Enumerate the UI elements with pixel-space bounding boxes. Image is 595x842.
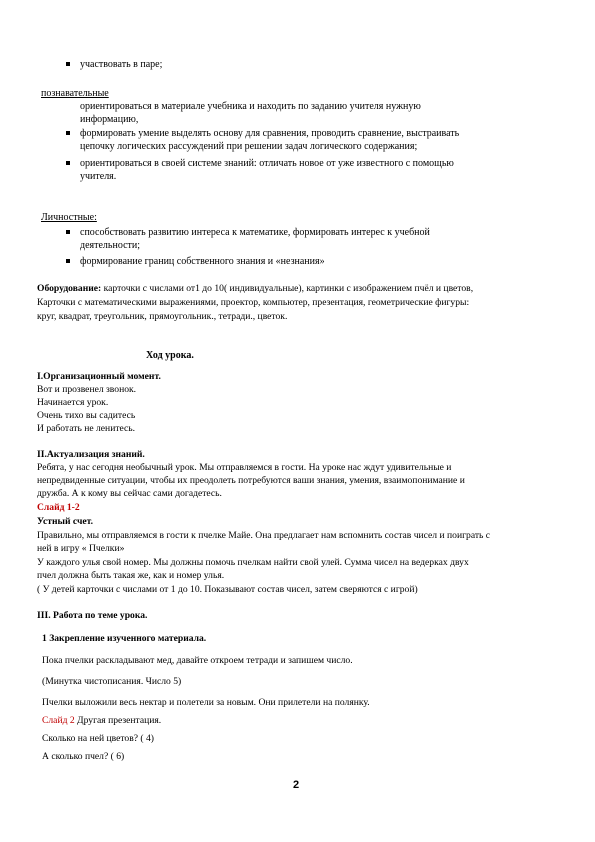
section-heading-org: I.Организационный момент.: [37, 371, 161, 382]
paragraph-line: непредвиденные ситуации, чтобы их преодолеть потребуются ваши знания, умения, взаимопонимание и: [37, 475, 465, 486]
lesson-title: Ход урока.: [146, 350, 194, 361]
bullet-marker: [66, 131, 70, 135]
list-item-continuation: учителя.: [80, 171, 117, 182]
subheading-oral-count: Устный счет.: [37, 516, 94, 527]
equipment-text: карточки с числами от1 до 10( индивидуальные), картинки с изображением пчёл и цветов,: [101, 283, 474, 294]
slide-line: [42, 714, 161, 727]
paragraph-line: информацию,: [80, 114, 139, 125]
section-heading-work: III. Работа по теме урока.: [37, 610, 148, 621]
equipment-label: Оборудование:: [37, 283, 102, 294]
section-heading-personal: Личностные:: [41, 212, 97, 223]
list-item: участвовать в паре;: [80, 59, 163, 70]
slide-label: Слайд 1-2: [37, 502, 80, 513]
paragraph-line: пчел должна быть такая же, как и номер улья.: [37, 570, 225, 581]
paragraph-line: А сколько пчел? ( 6): [42, 751, 125, 762]
list-item-continuation: деятельности;: [80, 240, 141, 251]
paragraph-line: Пока пчелки раскладывают мед, давайте откроем тетради и запишем число.: [42, 655, 353, 666]
paragraph-line: Сколько на ней цветов? ( 4): [42, 733, 154, 744]
poem-line: И работать не ленитесь.: [37, 423, 136, 434]
slide-label: Слайд 2: [42, 715, 75, 726]
bullet-marker: [66, 259, 70, 263]
paragraph-line: У каждого улья свой номер. Мы должны помочь пчелкам найти свой улей. Сумма чисел на ведерках двух: [37, 557, 469, 568]
paragraph-line: ориентироваться в материале учебника и находить по заданию учителя нужную: [80, 101, 421, 112]
bullet-marker: [66, 161, 70, 165]
poem-line: Вот и прозвенел звонок.: [37, 384, 137, 395]
list-item: формировать умение выделять основу для сравнения, проводить сравнение, выстраивать: [80, 128, 460, 139]
section-heading-cognitive: познавательные: [41, 88, 109, 99]
list-item: способствовать развитию интереса к математике, формировать интерес к учебной: [80, 227, 430, 238]
equipment-line: Карточки с математическими выражениями, проектор, компьютер, презентация, геометрические фигуры:: [37, 297, 470, 308]
paragraph-line: Ребята, у нас сегодня необычный урок. Мы отправляемся в гости. На уроке нас ждут удивительные и: [37, 462, 452, 473]
list-item-continuation: цепочку логических рассуждений при решении задач логического содержания;: [80, 141, 418, 152]
paragraph-line: дружба. А к кому вы сейчас сами догадетесь.: [37, 488, 222, 499]
paragraph-line: ( У детей карточки с числами от 1 до 10. Показывают состав чисел, затем сверяются с игрой): [37, 584, 418, 595]
paragraph-line: (Минутка чистописания. Число 5): [42, 676, 182, 687]
paragraph-line: Правильно, мы отправляемся в гости к пчелке Майе. Она предлагает нам вспомнить состав чисел и поиграть с: [37, 530, 491, 541]
equipment-line: [37, 282, 473, 295]
paragraph-line: Пчелки выложили весь нектар и полетели за новым. Они прилетели на полянку.: [42, 697, 370, 708]
slide-text: Другая презентация.: [74, 715, 162, 726]
page-number: 2: [293, 779, 300, 791]
poem-line: Очень тихо вы садитесь: [37, 410, 136, 421]
bullet-marker: [66, 230, 70, 234]
list-item: ориентироваться в своей системе знаний: отличать новое от уже известного с помощью: [80, 158, 454, 169]
paragraph-line: ней в игру « Пчелки»: [37, 543, 125, 554]
subheading-review: 1 Закрепление изученного материала.: [42, 633, 207, 644]
equipment-line: круг, квадрат, треугольник, прямоугольник., тетради., цветок.: [37, 311, 288, 322]
poem-line: Начинается урок.: [37, 397, 109, 408]
section-heading-knowledge: II.Актуализация знаний.: [37, 449, 145, 460]
bullet-marker: [66, 62, 70, 66]
list-item: формирование границ собственного знания и «незнания»: [80, 256, 325, 267]
